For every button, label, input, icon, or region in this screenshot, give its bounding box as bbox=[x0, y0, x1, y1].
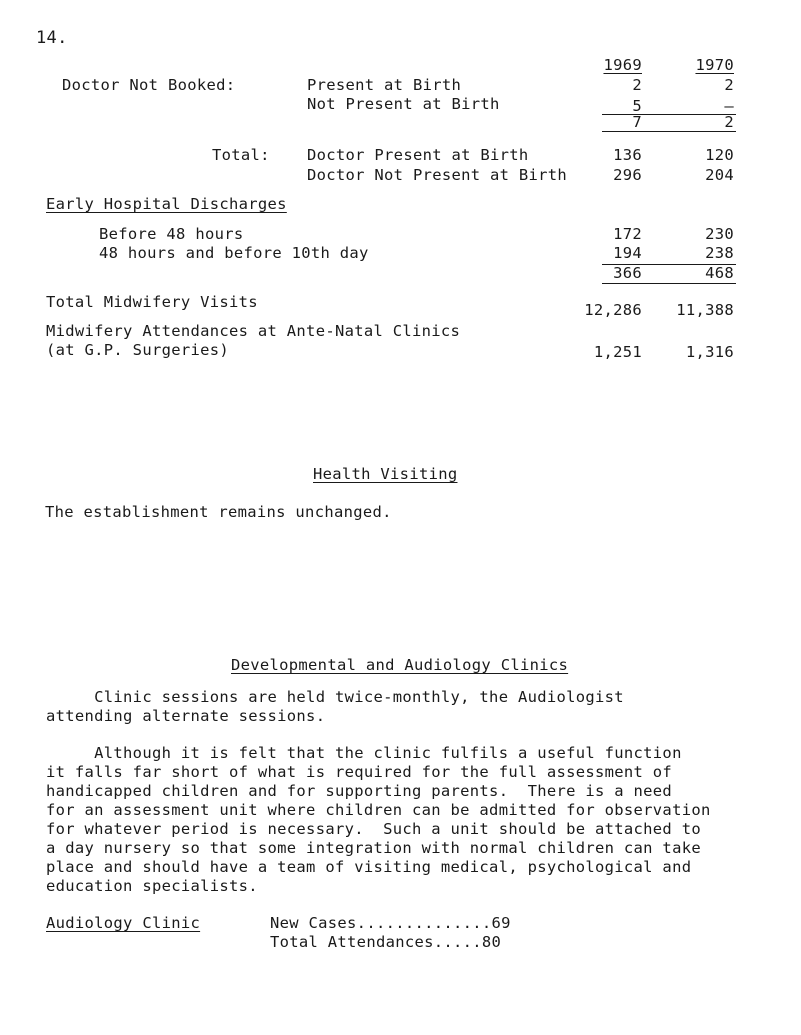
cell-1969: 296 bbox=[613, 166, 642, 184]
paragraph-line: it falls far short of what is required for the full assessment of bbox=[46, 763, 673, 781]
year-header-1969: 1969 bbox=[603, 56, 642, 74]
page-number: 14. bbox=[36, 28, 68, 48]
paragraph-line: education specialists. bbox=[46, 877, 258, 895]
year-header-1970: 1970 bbox=[695, 56, 734, 74]
audiology-total-attendances: Total Attendances.....80 bbox=[270, 933, 502, 951]
midwifery-attendances-1970: 1,316 bbox=[685, 343, 734, 361]
subtotal-rule bbox=[602, 131, 736, 132]
cell-1970: 238 bbox=[705, 244, 734, 262]
subtotal-rule bbox=[602, 283, 736, 284]
cell-1969: 136 bbox=[613, 146, 642, 164]
doctor-not-booked-label: Doctor Not Booked: bbox=[62, 76, 236, 94]
paragraph-line: for an assessment unit where children can be admitted for observation bbox=[46, 801, 711, 819]
paragraph-line: Clinic sessions are held twice-monthly, the Audiologist bbox=[46, 688, 624, 706]
cell-1969: 194 bbox=[613, 244, 642, 262]
midwifery-attendances-label-1: Midwifery Attendances at Ante-Natal Clinics bbox=[46, 322, 461, 340]
midwifery-visits-1970: 11,388 bbox=[676, 301, 734, 319]
paragraph-line: handicapped children and for supporting parents. There is a need bbox=[46, 782, 673, 800]
cell-1969: 172 bbox=[613, 225, 642, 243]
paragraph-line: for whatever period is necessary. Such a unit should be attached to bbox=[46, 820, 701, 838]
cell-1970: 230 bbox=[705, 225, 734, 243]
developmental-heading: Developmental and Audiology Clinics bbox=[231, 656, 569, 674]
paragraph-line: attending alternate sessions. bbox=[46, 707, 326, 725]
cell-1969: 2 bbox=[632, 76, 642, 94]
subtotal-1969: 366 bbox=[613, 264, 642, 282]
midwifery-attendances-label-2: (at G.P. Surgeries) bbox=[46, 341, 230, 359]
audiology-clinic-label: Audiology Clinic bbox=[46, 914, 201, 932]
row-label: Doctor Present at Birth bbox=[307, 146, 529, 164]
early-discharges-heading: Early Hospital Discharges bbox=[46, 195, 287, 213]
cell-1970: 204 bbox=[705, 166, 734, 184]
subtotal-1970: 468 bbox=[705, 264, 734, 282]
audiology-new-cases: New Cases..............69 bbox=[270, 914, 511, 932]
cell-1970: – bbox=[724, 97, 734, 115]
subtotal-1970: 2 bbox=[724, 113, 734, 131]
midwifery-attendances-1969: 1,251 bbox=[593, 343, 642, 361]
midwifery-visits-label: Total Midwifery Visits bbox=[46, 293, 258, 311]
cell-1969: 5 bbox=[632, 97, 642, 115]
total-label: Total: bbox=[212, 146, 270, 164]
cell-1970: 120 bbox=[705, 146, 734, 164]
row-label: Doctor Not Present at Birth bbox=[307, 166, 568, 184]
subtotal-1969: 7 bbox=[632, 113, 642, 131]
paragraph-line: place and should have a team of visiting medical, psychological and bbox=[46, 858, 692, 876]
paragraph-line: Although it is felt that the clinic fulfils a useful function bbox=[46, 744, 682, 762]
row-label: Not Present at Birth bbox=[307, 95, 500, 113]
midwifery-visits-1969: 12,286 bbox=[584, 301, 642, 319]
row-label: 48 hours and before 10th day bbox=[99, 244, 369, 262]
health-visiting-text: The establishment remains unchanged. bbox=[45, 503, 392, 521]
paragraph-line: a day nursery so that some integration with normal children can take bbox=[46, 839, 701, 857]
cell-1970: 2 bbox=[724, 76, 734, 94]
health-visiting-heading: Health Visiting bbox=[313, 465, 458, 483]
row-label: Present at Birth bbox=[307, 76, 462, 94]
row-label: Before 48 hours bbox=[99, 225, 244, 243]
